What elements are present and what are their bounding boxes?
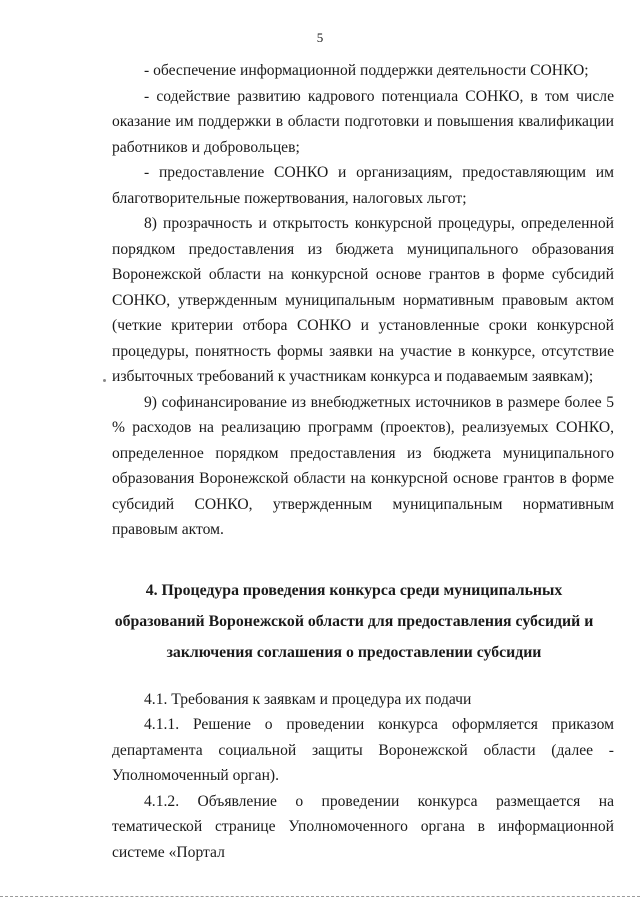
scan-artifact-dot (103, 379, 106, 382)
paragraph-4-1-1-decision: 4.1.1. Решение о проведении конкурса оформляется приказом департамента социальной защиты Воронежской области (далее - Уполномоченный орган). (112, 716, 614, 784)
paragraph-staff-potential: - содействие развитию кадрового потенциала СОНКО, в том числе оказание им поддержки в области подготовки и повышения квалификации работников и добровольцев; (112, 87, 614, 156)
paragraph-4-1-requirements: 4.1. Требования к заявкам и процедура их подачи (144, 690, 472, 708)
page-number: 5 (316, 30, 324, 45)
paragraph-4-1-2-announcement: 4.1.2. Объявление о проведении конкурса размещается на тематической странице Уполномоченного органа в информационной системе «Портал (112, 792, 614, 861)
section-4-heading: 4. Процедура проведения конкурса среди муниципальных образований Воронежской области для предоставления субсидий и заключения соглашения о предоставлении субсидии (114, 581, 594, 661)
paragraph-info-support: - обеспечение информационной поддержки деятельности СОНКО; (144, 62, 589, 79)
paragraph-item-8-transparency: 8) прозрачность и открытость конкурсной процедуры, определенной порядком предоставления из бюджета муниципального образования Воронежской области на конкурсной основе грантов в форме субсидий СОНКО, утвержденным муниципальным нормативным правовым актом (четкие критерии отбора СОНКО и установленные сроки конкурсной процедуры, понятность формы заявки на участие в конкурсе, отсутствие избыточных требований к участникам конкурса и подаваемым заявкам); (112, 215, 614, 385)
page-bottom-edge (0, 896, 640, 897)
paragraph-tax-benefits: - предоставление СОНКО и организациям, предоставляющим им благотворительные пожертвования, налоговых льгот; (112, 164, 614, 207)
paragraph-item-9-cofinancing: 9) софинансирование из внебюджетных источников в размере более 5 % расходов на реализацию программ (проектов), реализуемых СОНКО, определенное порядком предоставления из бюджета муниципального образования Воронежской области на конкурсной основе грантов в форме субсидий СОНКО, утвержденным муниципальным нормативным правовым актом. (112, 393, 614, 538)
document-body (112, 58, 614, 865)
